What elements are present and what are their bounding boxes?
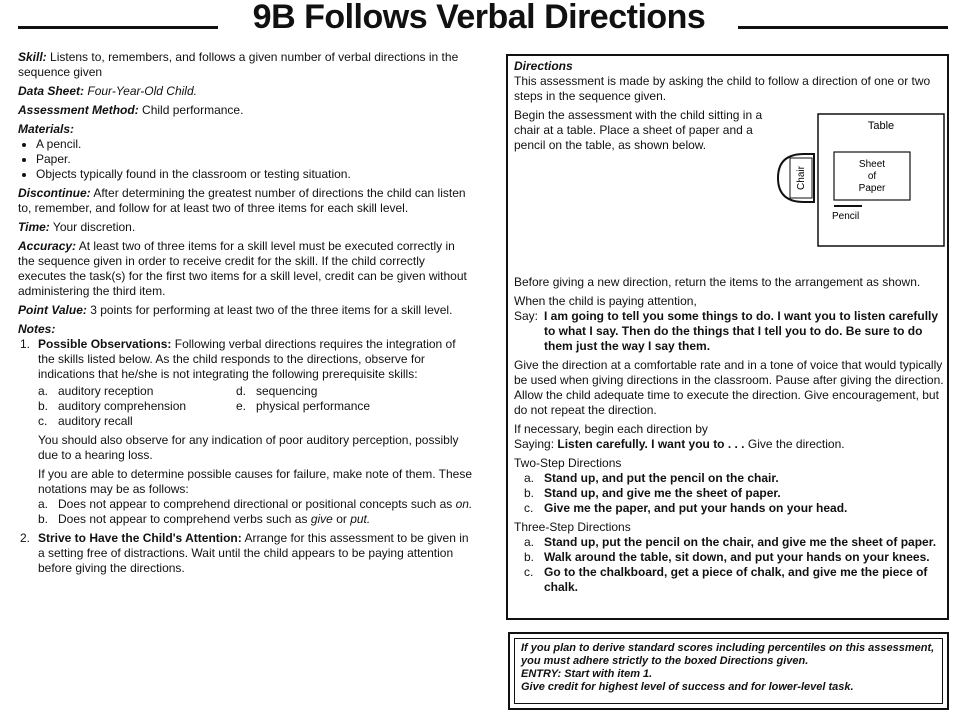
step-letter: c.: [524, 501, 534, 515]
discontinue-label: Discontinue:: [18, 186, 91, 200]
skill-letter: a.: [38, 384, 49, 398]
say-instruction: [514, 309, 944, 354]
directions-intro: This assessment is made by asking the child to follow a direction of one or two steps in the sequence given.: [514, 74, 931, 103]
note-1-para-3: If you are able to determine possible causes for failure, make note of them. These notations may be as follows:: [38, 467, 473, 496]
notation-letter: a.: [38, 497, 49, 511]
materials-item: • Paper.: [36, 152, 473, 167]
table-setup-diagram: [776, 112, 946, 248]
prerequisite-skills-list: [38, 384, 473, 429]
note-1-title: Possible Observations:: [38, 337, 172, 351]
two-step-item: [514, 486, 944, 501]
paper-label: Paper: [858, 183, 886, 194]
notation-letter: b.: [38, 512, 49, 526]
skill-label: Skill:: [18, 50, 47, 64]
skill-name: auditory recall: [58, 414, 133, 428]
note-1-number: 1.: [20, 337, 31, 351]
note-1-para-2: You should also observe for any indication of poor auditory perception, possibly due to a hearing loss.: [38, 433, 459, 462]
notes-label: Notes:: [18, 322, 56, 336]
skill-name: auditory reception: [58, 384, 154, 398]
step-letter: b.: [524, 486, 535, 500]
table-outline: [818, 114, 944, 246]
skill-name: auditory comprehension: [58, 399, 187, 413]
notes-heading: [18, 322, 473, 337]
notation-text: Does not appear to comprehend directional or positional concepts such as: [58, 497, 453, 511]
skill-item: [236, 399, 436, 414]
skill-letter: c.: [38, 414, 48, 428]
directions-when: When the child is paying attention,: [514, 294, 697, 308]
notation-a: [38, 497, 473, 512]
three-step-item: [514, 565, 944, 595]
step-text: Stand up, put the pencil on the chair, and give me the sheet of paper.: [544, 535, 937, 549]
data-sheet-section: [18, 84, 473, 99]
data-sheet-label: Data Sheet:: [18, 84, 85, 98]
step-letter: c.: [524, 565, 534, 579]
materials-item: • A pencil.: [36, 137, 473, 152]
directions-begin: Begin the assessment with the child sitting in a chair at a table. Place a sheet of paper and a pencil on the table, as shown below.: [514, 108, 763, 152]
of-label: of: [867, 171, 877, 182]
accuracy-text: At least two of three items for a skill level must be executed correctly in the sequence given in order to receive credit for the skill. If the child correctly executes the task(s) for the first two items for a skill level, credit can be given without administering the third item.: [18, 239, 467, 298]
skill-letter: e.: [236, 399, 247, 413]
left-column: [18, 50, 473, 580]
directions-box: [506, 54, 949, 620]
skill-name: physical performance: [256, 399, 371, 413]
assessment-text: Child performance.: [142, 103, 244, 117]
step-text: Stand up, and put the pencil on the chair.: [544, 471, 779, 485]
note-2: [18, 531, 473, 576]
accuracy-label: Accuracy:: [18, 239, 77, 253]
notation-text: Does not appear to comprehend verbs such as: [58, 512, 308, 526]
notation-text: or: [336, 512, 347, 526]
materials-heading: [18, 122, 473, 137]
skill-name: sequencing: [256, 384, 318, 398]
note-line-2: ENTRY: Start with item 1.: [521, 668, 653, 680]
data-sheet-text: Four-Year-Old Child.: [87, 84, 197, 98]
note-2-text: Arrange for this assessment to be given in a setting free of distractions. Wait until the child appears to be paying attention before giving the directions.: [38, 531, 469, 575]
directions-before: Before giving a new direction, return the items to the arrangement as shown.: [514, 275, 921, 289]
step-text: Give me the paper, and put your hands on your head.: [544, 501, 848, 515]
standard-scores-note-box: [508, 632, 949, 710]
notation-italic: put.: [350, 512, 371, 526]
step-letter: a.: [524, 535, 535, 549]
three-step-item: [514, 550, 944, 565]
directions-saying: [514, 437, 944, 452]
skill-item: [38, 414, 236, 429]
discontinue-section: [18, 186, 473, 216]
discontinue-text: After determining the greatest number of directions the child can listen to, remember, and follow for at least two of three items for each skill level.: [18, 186, 466, 215]
note-line-1: If you plan to derive standard scores including percentiles on this assessment, you must adhere strictly to the boxed Directions given.: [521, 642, 935, 667]
skill-item: [38, 384, 236, 399]
directions-if-necessary: If necessary, begin each direction by: [514, 422, 708, 436]
time-section: [18, 220, 473, 235]
two-step-item: [514, 471, 944, 486]
materials-label: Materials:: [18, 122, 75, 136]
materials-list: [18, 137, 473, 182]
accuracy-section: [18, 239, 473, 299]
note-1: [18, 337, 473, 527]
say-label: Say:: [514, 309, 539, 323]
notation-italic: give: [310, 512, 333, 526]
materials-item: • Objects typically found in the classroom or testing situation.: [36, 167, 473, 182]
step-text: Stand up, and give me the sheet of paper.: [544, 486, 781, 500]
saying-label: Saying:: [514, 437, 555, 451]
skill-item: [38, 399, 236, 414]
chair-label: Chair: [796, 166, 807, 190]
three-step-heading: Three-Step Directions: [514, 520, 631, 534]
table-label: Table: [867, 120, 895, 132]
pencil-label: Pencil: [832, 211, 860, 222]
two-step-item: [514, 501, 944, 516]
header-rule-left: [18, 26, 218, 29]
note-2-title: Strive to Have the Child's Attention:: [38, 531, 242, 545]
skill-letter: b.: [38, 399, 49, 413]
saying-rest: Give the direction.: [747, 437, 845, 451]
step-letter: b.: [524, 550, 535, 564]
step-text: Walk around the table, sit down, and put your hands on your knees.: [544, 550, 930, 564]
notation-italic: on.: [455, 497, 473, 511]
saying-bold: Listen carefully. I want you to . . .: [557, 437, 745, 451]
step-text: Go to the chalkboard, get a piece of chalk, and give me the piece of chalk.: [544, 565, 928, 594]
say-text: I am going to tell you some things to do. I want you to listen carefully to what I say. Then do the things that I tell you to do. Be sure to do them just the way I say them.: [544, 309, 939, 353]
assessment-section: [18, 103, 473, 118]
assessment-label: Assessment Method:: [18, 103, 139, 117]
note-line-3: Give credit for highest level of success and for lower-level task.: [521, 681, 854, 693]
header-rule-right: [738, 26, 948, 29]
skill-section: [18, 50, 473, 80]
point-value-label: Point Value:: [18, 303, 87, 317]
step-letter: a.: [524, 471, 535, 485]
point-value-text: 3 points for performing at least two of the three items for a skill level.: [90, 303, 453, 317]
page-header: [0, 0, 960, 44]
skill-text: Listens to, remembers, and follows a given number of verbal directions in the sequence given: [18, 50, 459, 79]
directions-heading: Directions: [514, 59, 573, 73]
point-value-section: [18, 303, 473, 318]
time-text: Your discretion.: [52, 220, 136, 234]
note-2-number: 2.: [20, 531, 31, 545]
standard-scores-note: [514, 638, 943, 704]
notation-b: [38, 512, 473, 527]
three-step-item: [514, 535, 944, 550]
skill-letter: d.: [236, 384, 247, 398]
page-title: 9B Follows Verbal Directions: [252, 0, 706, 36]
skill-item: [236, 384, 436, 399]
two-step-heading: Two-Step Directions: [514, 456, 622, 470]
note-1-text: Following verbal directions requires the integration of the skills listed below. As the child responds to the directions, observe for indications that he/she is not integrating the following prerequisite skills:: [38, 337, 456, 381]
time-label: Time:: [18, 220, 50, 234]
sheet-label: Sheet: [858, 159, 886, 170]
directions-give: Give the direction at a comfortable rate and in a tone of voice that would typically be used when giving directions in the classroom. Pause after giving the direction. Allow the child adequate time to execute the direction. Give encouragement, but do not repeat the direction.: [514, 358, 944, 417]
